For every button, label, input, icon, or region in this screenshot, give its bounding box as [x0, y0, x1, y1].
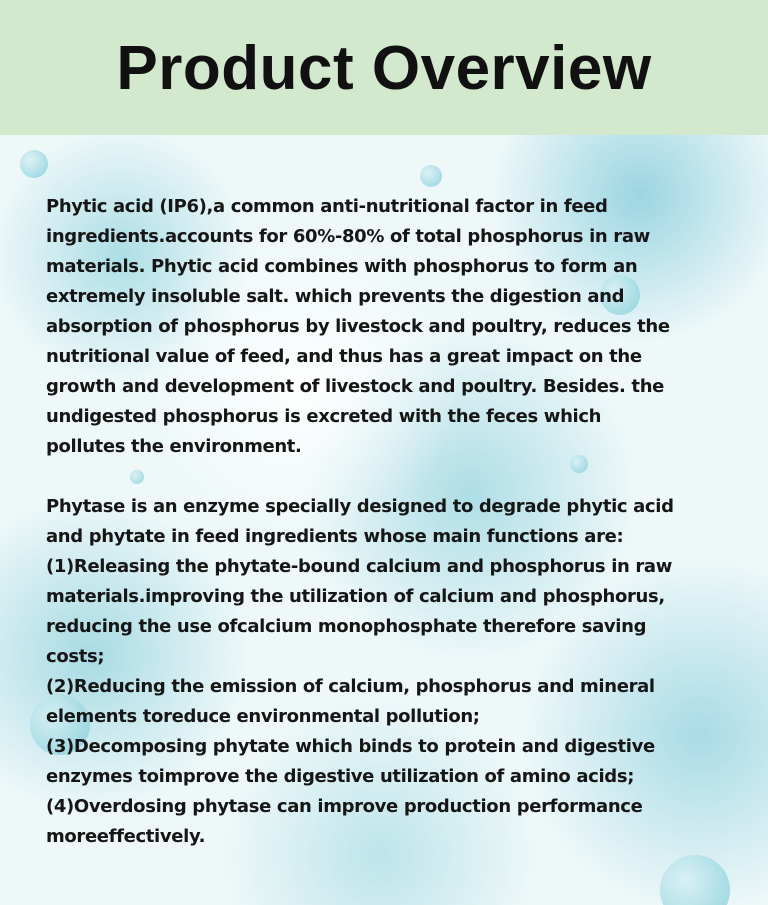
text-line: pollutes the environment.: [46, 436, 302, 457]
text-line: (1)Releasing the phytate-bound calcium and phosphorus in raw: [46, 556, 673, 577]
header-banner: [0, 0, 768, 135]
paragraph-phytic-acid: [46, 192, 746, 462]
bubble-decoration: [20, 150, 48, 178]
text-line: and phytate in feed ingredients whose main functions are:: [46, 526, 624, 547]
page-title: Product Overview: [116, 34, 652, 103]
bubble-decoration: [660, 855, 730, 905]
bubble-decoration: [420, 165, 442, 187]
text-line: moreeffectively.: [46, 826, 206, 847]
text-line: Phytic acid (IP6),a common anti-nutritional factor in feed: [46, 196, 608, 217]
text-line: (4)Overdosing phytase can improve production performance: [46, 796, 643, 817]
text-line: enzymes toimprove the digestive utilization of amino acids;: [46, 766, 635, 787]
text-line: (3)Decomposing phytate which binds to protein and digestive: [46, 736, 655, 757]
text-line: materials. Phytic acid combines with phosphorus to form an: [46, 256, 638, 277]
text-line: reducing the use ofcalcium monophosphate therefore saving: [46, 616, 647, 637]
text-line: nutritional value of feed, and thus has a great impact on the: [46, 346, 642, 367]
text-line: Phytase is an enzyme specially designed to degrade phytic acid: [46, 496, 674, 517]
text-line: (2)Reducing the emission of calcium, phosphorus and mineral: [46, 676, 655, 697]
text-line: undigested phosphorus is excreted with the feces which: [46, 406, 602, 427]
text-line: growth and development of livestock and poultry. Besides. the: [46, 376, 665, 397]
text-line: costs;: [46, 646, 105, 667]
text-line: absorption of phosphorus by livestock and poultry, reduces the: [46, 316, 670, 337]
text-line: elements toreduce environmental pollution;: [46, 706, 480, 727]
paragraph-phytase-functions: [46, 492, 746, 852]
product-description: [46, 192, 746, 852]
text-line: extremely insoluble salt. which prevents the digestion and: [46, 286, 625, 307]
paragraph-gap: [46, 462, 746, 492]
text-line: ingredients.accounts for 60%-80% of total phosphorus in raw: [46, 226, 650, 247]
text-line: materials.improving the utilization of calcium and phosphorus,: [46, 586, 665, 607]
